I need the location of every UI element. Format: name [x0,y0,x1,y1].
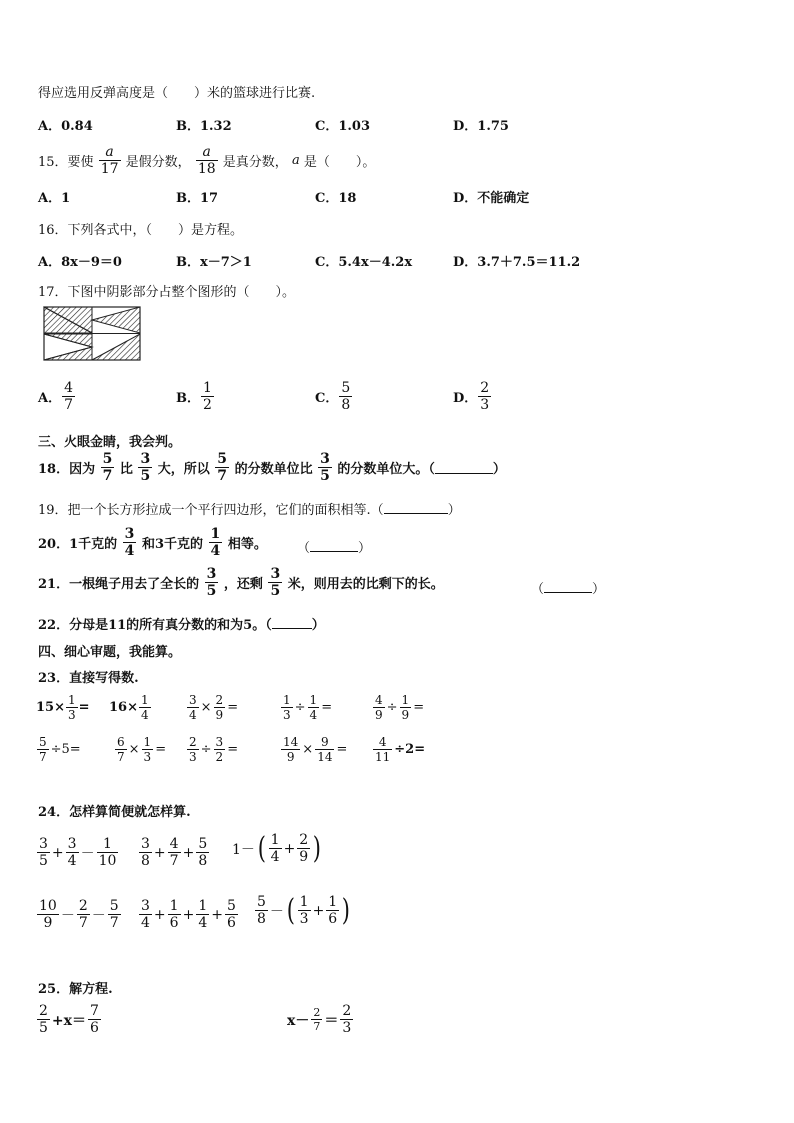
q17-option-a-fraction: $\frac{4}{7}$ [64,380,74,413]
q14-text: 得应选用反弹高度是（ ）米的篮球进行比赛. [38,86,316,101]
q18-answer-blank[interactable] [435,461,493,474]
section-4-heading: 四、细心审题，我能算。 [38,645,182,660]
q23-item-9: $\frac{14}{9}$ × $\frac{9}{14}$ = [283,735,348,764]
q15-text-mid: 是假分数， [125,155,191,170]
shade-7 [92,334,140,360]
q16-question: 16．下列各式中，（ ）是方程。 [38,223,244,238]
q23-item-10: $\frac{4}{11}$ ÷2= [375,735,426,764]
q17-shaded-figure [43,306,141,362]
q15-option-c[interactable]: C．18 [315,191,357,206]
q23-item-8: $\frac{2}{3}$ ÷ $\frac{3}{2}$ = [189,735,239,764]
q17-question: 17．下图中阴影部分占整个图形的（ ）。 [38,285,296,300]
q15-fraction-1: $\frac{a}{17}$ [100,144,119,177]
q24-expression-4: $\frac{10}{9}$ － $\frac{2}{7}$ － $\frac{5}{7}$ [39,898,119,931]
q24-expression-1: $\frac{3}{5}$ + $\frac{3}{4}$ － $\frac{1}{10}$ [39,836,117,869]
q14-option-c[interactable]: C．1.03 [315,119,371,134]
q17-option-c[interactable]: C． $\frac{5}{8}$ [315,380,351,413]
q16-option-c[interactable]: C．5.4x－4.2x [315,255,413,270]
section-3-heading: 三、火眼金睛，我会判。 [38,435,182,450]
q15-question [38,145,375,176]
q18-fraction-4: $\frac{3}{5}$ [320,451,330,484]
q17-option-c-fraction: $\frac{5}{8}$ [341,380,351,413]
q17-option-d-fraction: $\frac{2}{3}$ [480,380,490,413]
q20-answer-blank[interactable] [310,539,358,552]
q20-answer: （ ） [297,541,372,556]
q25-title: 25．解方程. [38,982,113,997]
q23-item-6: $\frac{5}{7}$ ÷5= [39,735,81,764]
q21-fraction-2: $\frac{3}{5}$ [270,566,281,599]
shade-3 [92,307,140,333]
q24-expression-6: $\frac{5}{8}$ －( $\frac{1}{3}$ + $\frac{1}{6}$ ) [257,892,351,928]
q15-option-b[interactable]: B．17 [176,191,219,206]
q22-question: 22．分母是11的所有真分数的和为5。（ ） [38,618,325,633]
q18-question: 18．因为 $\frac{5}{7}$ 比 $\frac{3}{5}$ 大，所以 $\frac{5}{7}$ 的分数单位比 $\frac{3}{5}$ 的分数单位大。（ ） [38,451,506,484]
q23-item-5: $\frac{4}{9}$ ÷ $\frac{1}{9}$ = [375,693,425,722]
q16-option-d[interactable]: D．3.7＋7.5＝11.2 [453,255,581,270]
q15-option-a[interactable]: A．1 [38,191,71,206]
q15-fraction-2: $\frac{a}{18}$ [197,144,216,177]
q25-equation-1: $\frac{2}{5}$ +x＝ $\frac{7}{6}$ [39,1003,99,1036]
q19-question: 19．把一个长方形拉成一个平行四边形，它们的面积相等.（ ） [38,503,461,518]
q23-item-1-fraction: $\frac{1}{3}$ [67,693,76,722]
q14-option-b[interactable]: B．1.32 [176,119,232,134]
q15-label: 15．要使 [38,155,94,170]
q23-item-2-fraction: $\frac{1}{4}$ [140,693,149,722]
q23-item-1: 15× $\frac{1}{3}$ = [36,693,90,722]
q16-option-b[interactable]: B．x－7＞1 [176,255,252,270]
q14-option-d[interactable]: D．1.75 [453,119,509,134]
q24-expression-2: $\frac{3}{8}$ + $\frac{4}{7}$ + $\frac{5}{8}$ [141,836,208,869]
q21-question: 21．一根绳子用去了全长的 $\frac{3}{5}$ ，还剩 $\frac{3}{5}$ 米，则用去的比剩下的长。 [38,566,444,599]
q15-text-mid2: 是真分数， [222,155,288,170]
q23-title: 23．直接写得数. [38,671,139,686]
q19-answer-blank[interactable] [384,501,448,514]
q24-expression-3: 1－( $\frac{1}{4}$ + $\frac{2}{9}$ ) [232,830,322,866]
q18-fraction-2: $\frac{3}{5}$ [140,451,151,484]
q20-question: 20．1千克的 $\frac{3}{4}$ 和3千克的 $\frac{1}{4}$ 相等。 [38,526,267,559]
q21-fraction-1: $\frac{3}{5}$ [206,566,217,599]
q17-option-b-fraction: $\frac{1}{2}$ [203,380,212,413]
q24-expression-5: $\frac{3}{4}$ + $\frac{1}{6}$ + $\frac{1}{4}$ + $\frac{5}{6}$ [141,898,236,931]
q20-fraction-1: $\frac{3}{4}$ [124,526,135,559]
q17-option-d[interactable]: D． $\frac{2}{3}$ [453,380,490,413]
q17-option-b[interactable]: B． $\frac{1}{2}$ [176,380,212,413]
q15-option-d[interactable]: D．不能确定 [453,191,530,206]
q25-equation-2: x－ $\frac{2}{7}$ ＝ $\frac{2}{3}$ [287,1003,352,1036]
q15-variable: a [291,153,300,168]
q23-item-7: $\frac{6}{7}$ × $\frac{1}{3}$ = [117,735,167,764]
q14-option-a[interactable]: A．0.84 [38,119,93,134]
q24-title: 24．怎样算简便就怎样算. [38,805,191,820]
q18-fraction-3: $\frac{5}{7}$ [217,451,228,484]
q22-answer-blank[interactable] [272,616,312,629]
q15-text-end: 是（ ）。 [303,155,376,170]
q18-fraction-1: $\frac{5}{7}$ [102,451,113,484]
q21-answer-blank[interactable] [544,580,592,593]
q17-option-a[interactable]: A． $\frac{4}{7}$ [38,380,74,413]
q23-item-2: 16× $\frac{1}{4}$ [109,693,149,722]
q23-item-4: $\frac{1}{3}$ ÷ $\frac{1}{4}$ = [283,693,333,722]
q20-fraction-2: $\frac{1}{4}$ [210,526,221,559]
q21-answer: （ ） [531,582,606,597]
q16-option-a[interactable]: A．8x－9＝0 [38,255,122,270]
q23-item-3: $\frac{3}{4}$ × $\frac{2}{9}$ = [189,693,239,722]
